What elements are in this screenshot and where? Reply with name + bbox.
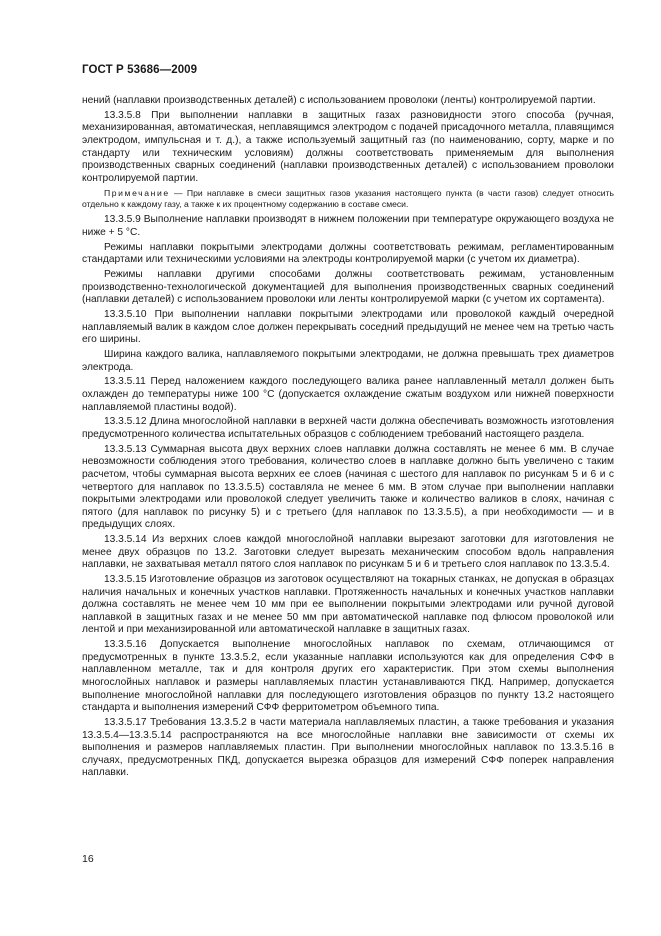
paragraph-13-3-5-8: 13.3.5.8 При выполнении наплавки в защитных газах разновидности этого способа (ручная, механизированная, автоматическая, неплавящимся электродом с подачей присадочного металла, плавящимся электродом, импульсная и т. д.), а также используемый защитный газ (по наименованию, сорту, марке и по стандарту или техническим условиям) должны соответствовать применяемым для выполнения производственных сварных соединений (наплавки производственных деталей) с использованием проволоки контролируемой партии.: [82, 109, 614, 184]
note-paragraph: [82, 188, 614, 210]
paragraph-13-3-5-9: 13.3.5.9 Выполнение наплавки производят в нижнем положении при температуре окружающего воздуха не ниже + 5 °С.: [82, 214, 614, 238]
paragraph-modes-electrodes: Режимы наплавки покрытыми электродами должны соответствовать режимам, регламентированным стандартами или техническими условиями на электроды контролируемой марки (с учетом их диаметра).: [82, 241, 614, 266]
page-number: 16: [82, 853, 94, 865]
paragraph-13-3-5-12: 13.3.5.12 Длина многослойной наплавки в верхней части должна обеспечивать возможность изготовления предусмотренного количества испытательных образцов с соблюдением требований настоящего раздела.: [82, 416, 614, 440]
document-body: [82, 95, 614, 782]
paragraph-13-3-5-13: 13.3.5.13 Суммарная высота двух верхних слоев наплавки должна составлять не менее 6 мм. В случае невозможности соблюдения этого требования, количество слоев в наплавке должно быть увеличено с таким расчетом, чтобы суммарная высота верхних ее слоев (начиная с шестого для наплавок по рисункам 5 и 6 и с четвертого для наплавок по 13.3.5.5) составляла не менее 6 мм. В этом случае при выполнении наплавки покрытыми электродами или проволокой следует увеличить также и количество валиков в слоях, начиная с пятого (для наплавок по рисунку 5) и с третьего (для наплавок по 13.3.5.5), а при необходимости — и в предыдущих слоях.: [82, 443, 614, 531]
note-text: — При наплавке в смеси защитных газов указания настоящего пункта (в части газов) следует относить отдельно к каждому газу, а также к их процентному содержанию в составе смеси.: [82, 188, 614, 210]
paragraph-continuation: нений (наплавки производственных деталей) с использованием проволоки (ленты) контролируемой партии.: [82, 95, 596, 106]
paragraph-13-3-5-11: 13.3.5.11 Перед наложением каждого последующего валика ранее наплавленный металл должен быть охлажден до температуры ниже 100 °С (допускается охлаждение сжатым воздухом или нижней поверхности наплавляемой пластины водой).: [82, 376, 614, 413]
note-label: Примечание: [104, 188, 170, 199]
paragraph-13-3-5-17: 13.3.5.17 Требования 13.3.5.2 в части материала наплавляемых пластин, а также требования и указания 13.3.5.4—13.3.5.14 распространяются на все многослойные наплавки вне зависимости от схемы их выполнения и размеров наплавляемых пластин. При выполнении многослойных наплавок по 13.3.5.16 в случаях, предусмотренных ПКД, допускается вырезка образцов для измерений СФФ поперек направления наплавки.: [82, 716, 614, 779]
page-header-title: ГОСТ Р 53686—2009: [82, 64, 198, 76]
paragraph-modes-other: Режимы наплавки другими способами должны соответствовать режимам, установленным производственно-технологической документацией для выполнения производственных сварных соединений (наплавки деталей) с использованием проволоки или ленты контролируемой марки (с учетом их сортамента).: [82, 269, 614, 306]
paragraph-13-3-5-14: 13.3.5.14 Из верхних слоев каждой многослойной наплавки вырезают заготовки для изготовления не менее двух образцов по 13.2. Заготовки следует вырезать механическим способом вдоль направления наплавки, не захватывая металл пятого слоя наплавок по рисункам 5 и 6 и третьего слоя наплавок по 13.3.5.4.: [82, 534, 614, 571]
paragraph-13-3-5-15: 13.3.5.15 Изготовление образцов из заготовок осуществляют на токарных станках, не допуская в образцах наличия начальных и конечных участков наплавки. Протяженность начальных и конечных участков наплавки должна составлять не менее чем 10 мм при ее выполнении покрытыми электродами или ручной дуговой наплавкой в защитных газах и не менее 50 мм при автоматической наплавке под флюсом проволокой или лентой и при механизированной или автоматической наплавке в защитных газах.: [82, 574, 614, 636]
document-page: [82, 0, 614, 936]
paragraph-13-3-5-16: 13.3.5.16 Допускается выполнение многослойных наплавок по схемам, отличающимся от предусмотренных в пункте 13.3.5.2, если указанные наплавки используются как для определения СФФ в наплавленном металле, так и для контроля других его характеристик. При этом схемы выполнения многослойных наплавок и размеры наплавляемых пластин устанавливаются ПКД. Например, допускается выполнение многослойной наплавки для последующего изготовления образцов по пункту 13.2 настоящего стандарта и выполнения измерений СФФ ферритометром объемного типа.: [82, 639, 614, 714]
paragraph-13-3-5-10: 13.3.5.10 При выполнении наплавки покрытыми электродами или проволокой каждый очередной наплавляемый валик в каждом слое должен перекрывать соседний предыдущий не менее чем на третью часть его ширины.: [82, 309, 614, 346]
paragraph-bead-width: Ширина каждого валика, наплавляемого покрытыми электродами, не должна превышать трех диаметров электрода.: [82, 349, 614, 373]
